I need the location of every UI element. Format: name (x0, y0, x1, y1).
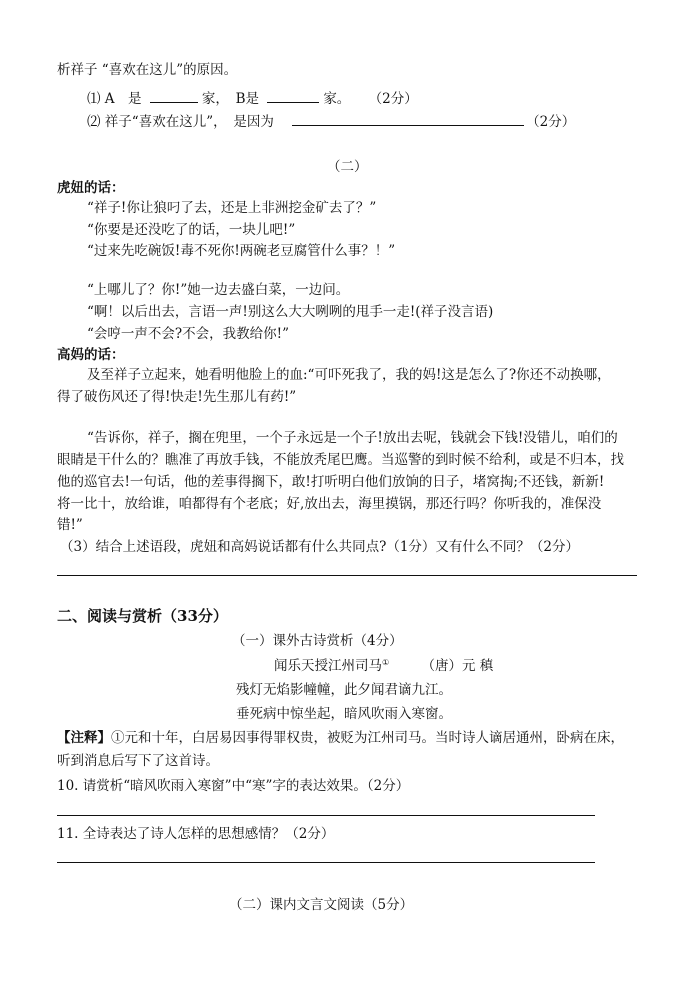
subsection-classical-heading: （二）课内文言文阅读（5分） (229, 897, 414, 913)
gaoma-p2-line-2: 眼睛是干什么的？瞧准了再放手钱，不能放秃尾巴鹰。当巡警的到时候不给利，或是不归本，找 (57, 452, 624, 468)
huniu-line-4: “上哪儿了？你!”她一边去盛白菜，一边问。 (87, 282, 350, 298)
poem-line-2: 垂死病中惊坐起，暗风吹雨入寒窗。 (236, 706, 452, 722)
answer-line-q11[interactable] (57, 862, 595, 863)
section-2-heading: 二、阅读与赏析（33分） (57, 607, 228, 625)
gaoma-p2-line-5: 错!” (57, 517, 83, 533)
q1-score: （2分） (368, 91, 418, 107)
answer-blank-a[interactable] (150, 88, 198, 103)
answer-blank-b[interactable] (267, 88, 319, 103)
gaoma-p2-line-3: 他的巡官去!一句话，他的差事得搁下，敢!打听明白他们放饷的日子，堵窝掏;不还钱，新新! (57, 474, 605, 490)
note-text-1: ①元和十年，白居易因事得罪权贵，被贬为江州司马。当时诗人谪居通州，卧病在床， (111, 730, 624, 746)
poem-author: （唐）元 稹 (421, 658, 494, 674)
section-title: （二） (327, 159, 368, 175)
poem-title: 闻乐天授江州司马 (274, 658, 382, 674)
poem-title-line (274, 657, 493, 675)
q2-score: （2分） (526, 114, 576, 130)
huniu-heading: 虎妞的话： (57, 180, 125, 196)
footnote-marker: ① (382, 658, 390, 667)
huniu-line-2: “你要是还没吃了的话，一块儿吧!” (87, 222, 296, 238)
question-10: 10. 请赏析“暗风吹雨入寒窗”中“寒”字的表达效果。（2分） (57, 778, 410, 794)
subsection-poem-heading: （一）课外古诗赏析（4分） (232, 633, 403, 649)
note-line-1 (57, 729, 624, 747)
note-line-2: 听到消息后写下了这首诗。 (57, 753, 219, 769)
note-label: 【注释】 (57, 730, 111, 746)
huniu-line-5: “啊！以后出去，言语一声!别这么大大咧咧的甩手一走!(祥子没言语) (87, 304, 494, 320)
huniu-line-6: “会哼一声不会?不会，我教给你!” (87, 326, 289, 342)
huniu-line-1: “祥子!你让狼叼了去，还是上非洲挖金矿去了？” (87, 200, 377, 216)
question-intro: 析祥子 “喜欢在这儿”的原因。 (57, 62, 238, 78)
q2-prefix: ⑵ 祥子“喜欢在这儿”， 是因为 (87, 114, 274, 130)
question-3: （3）结合上述语段，虎妞和高妈说话都有什么共同点?（1分）又有什么不同？（2分） (60, 539, 580, 555)
question-2 (87, 111, 575, 131)
gaoma-p1-line-2: 得了破伤风还了得!快走!先生那儿有药!” (57, 389, 297, 405)
answer-line-q10[interactable] (57, 815, 595, 816)
q1-prefix: ⑴ A 是 (87, 91, 142, 107)
gaoma-heading: 高妈的话： (57, 347, 125, 363)
gaoma-p1-line-1: 及至祥子立起来，她看明他脸上的血:“可吓死我了，我的妈!这是怎么了?你还不动换哪， (87, 367, 611, 383)
answer-blank-reason[interactable] (292, 111, 524, 126)
q1-mid1: 家， B是 (201, 91, 260, 107)
gaoma-p2-line-4: 将一比十，放给谁，咱都得有个老底；好,放出去，海里摸锅，那还行吗？你听我的，准保没 (57, 496, 602, 512)
huniu-line-3: “过来先吃碗饭!毒不死你!两碗老豆腐管什么事？！” (87, 243, 396, 259)
answer-line-q3[interactable] (57, 575, 637, 576)
gaoma-p2-line-1: “告诉你，祥子，搁在兜里，一个子永远是一个子!放出去呢，钱就会下钱!没错儿，咱们的 (87, 430, 618, 446)
poem-line-1: 残灯无焰影幢幢，此夕闻君谪九江。 (236, 682, 452, 698)
question-11: 11. 全诗表达了诗人怎样的思想感情？（2分） (57, 826, 335, 842)
question-1 (87, 88, 418, 108)
q1-mid2: 家。 (323, 91, 351, 107)
